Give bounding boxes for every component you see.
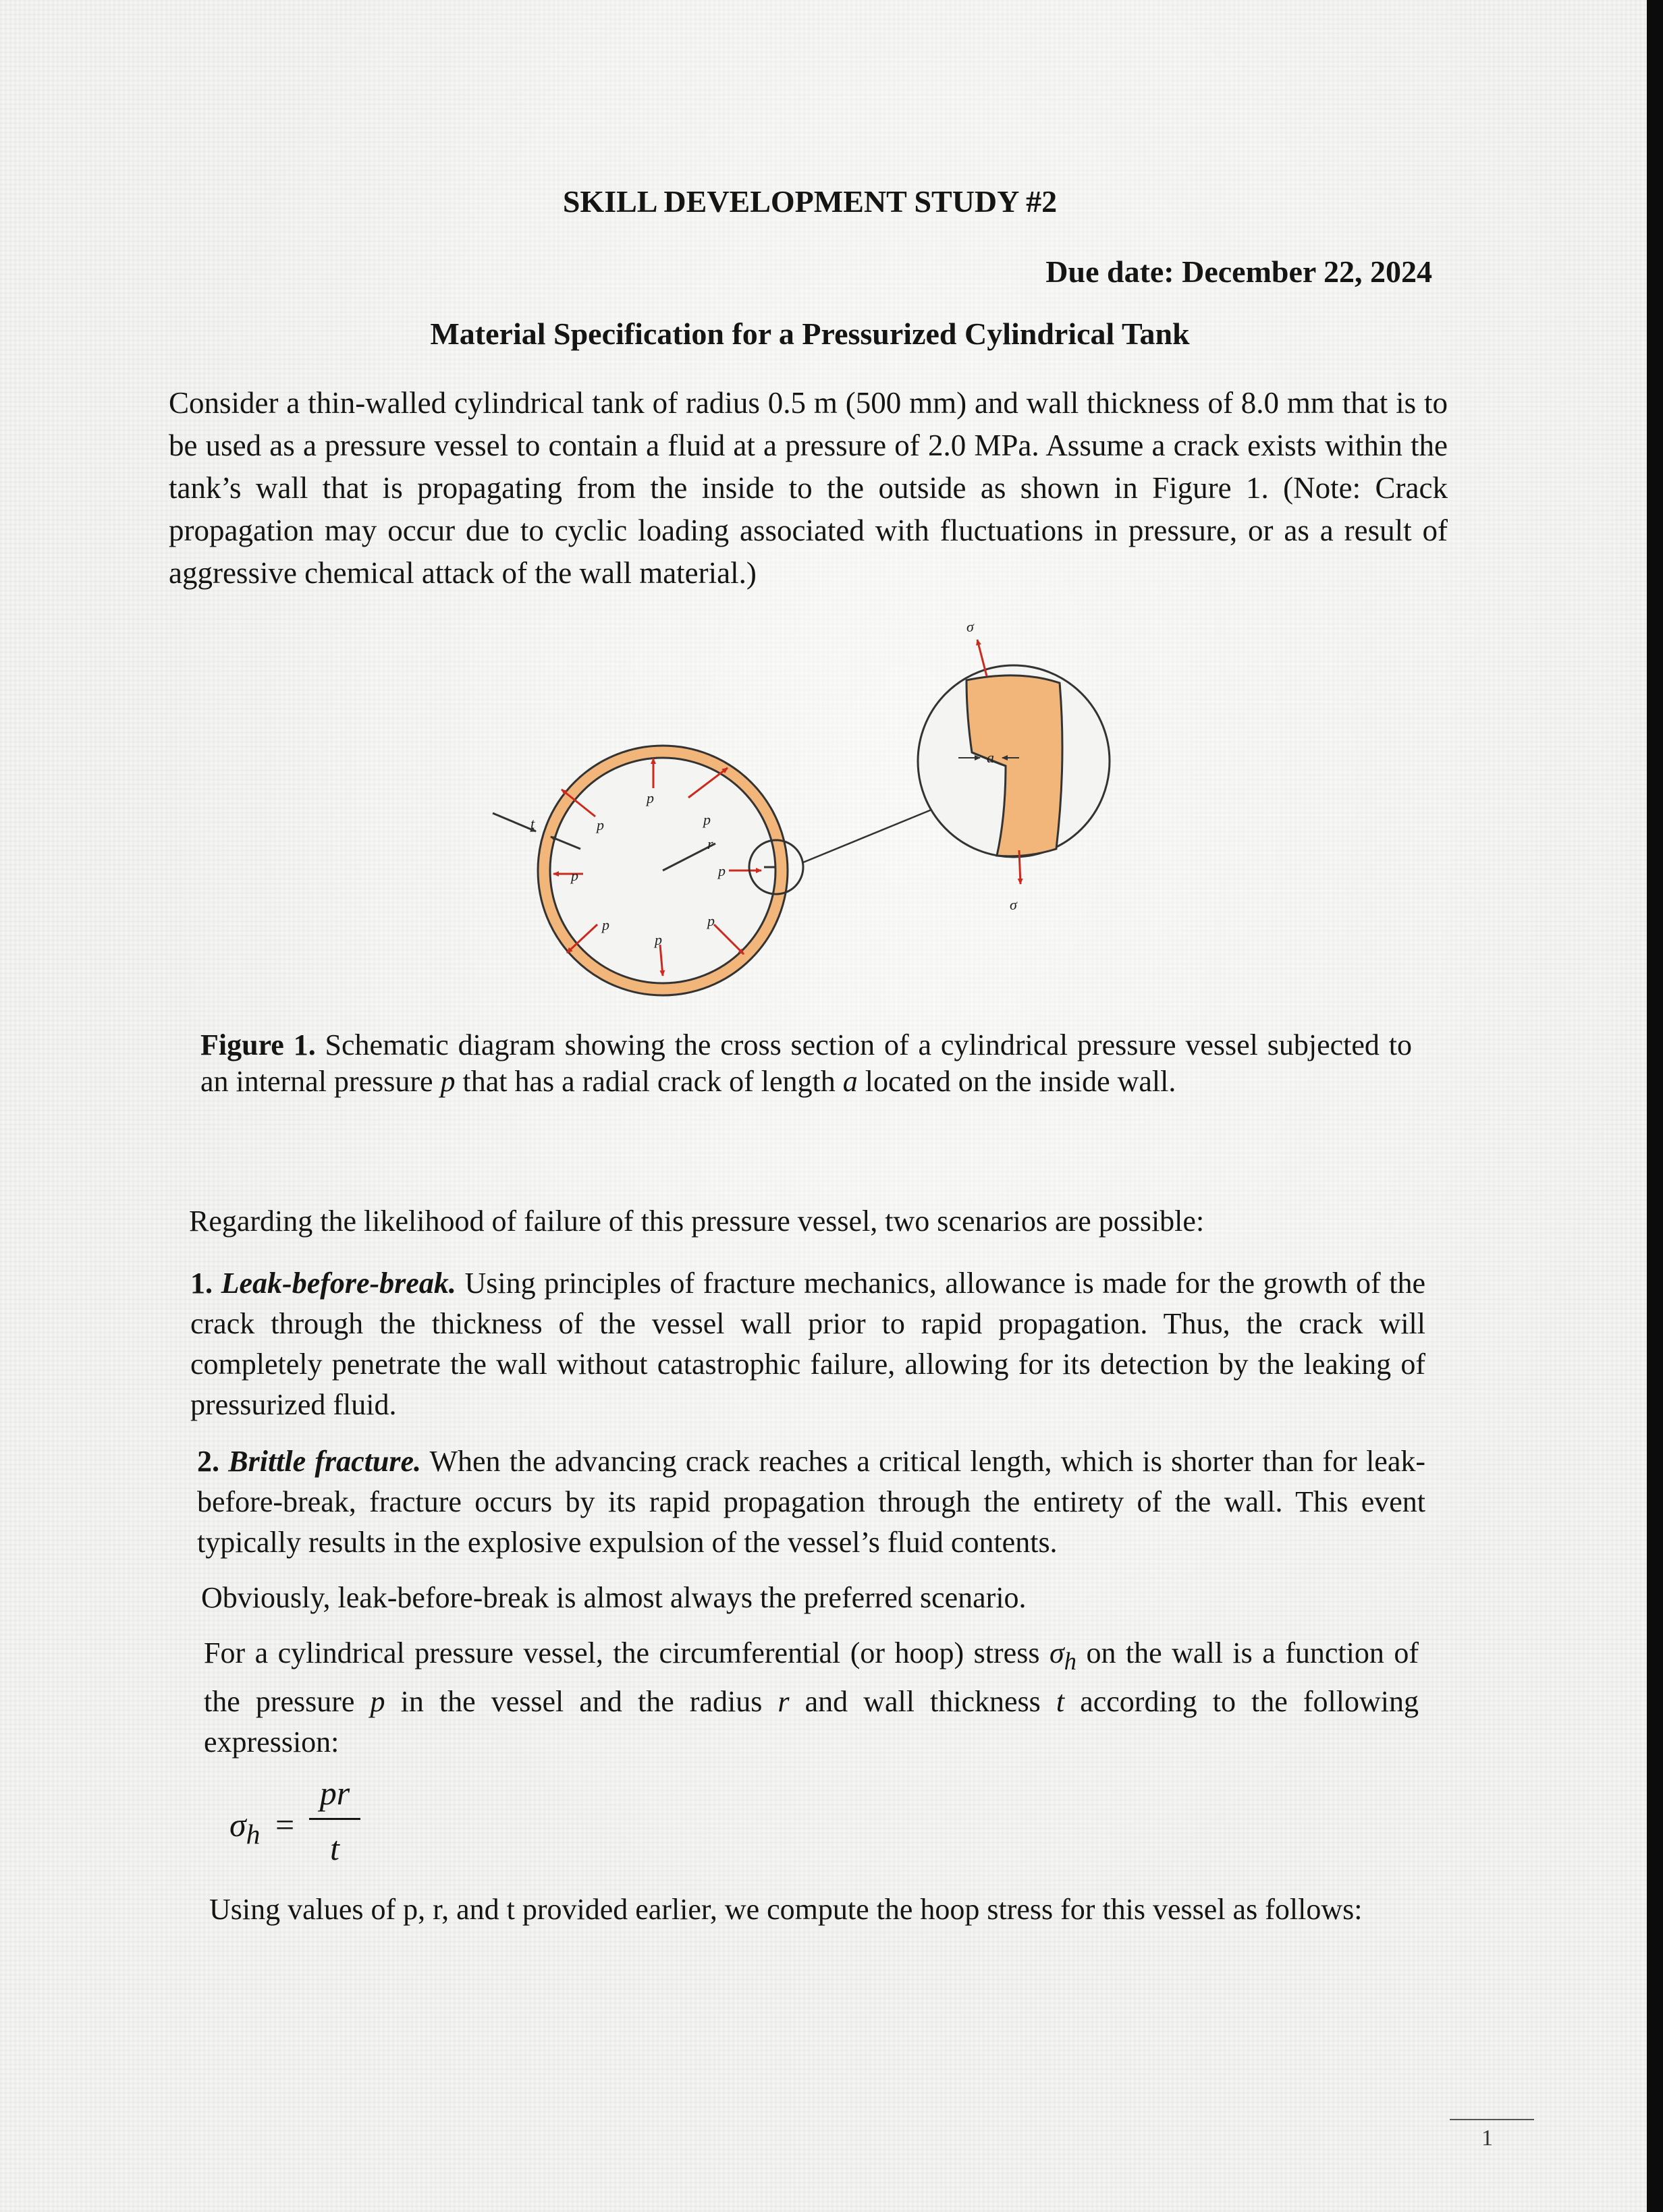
page-number-rule — [1450, 2119, 1534, 2120]
formula-lhs — [229, 1805, 261, 1851]
label-p-down: p — [655, 931, 662, 948]
scenario-2-text: When the advancing crack reaches a critical length, which is shorter than for leak-before-break, fracture occurs by its rapid propagation through the entirety of the wall. This event typically results in the explosive expulsion of the vessel’s fluid contents. — [197, 1445, 1426, 1559]
label-t: t — [530, 815, 535, 832]
scenario-1-number: 1. — [190, 1267, 221, 1300]
scenario-1-term: Leak-before-break. — [221, 1267, 456, 1300]
document-title: SKILL DEVELOPMENT STUDY #2 — [562, 184, 1058, 219]
hoop-var-r: r — [778, 1684, 790, 1718]
label-r: r — [707, 835, 713, 852]
caption-text-1: Schematic diagram showing the cross section of a cylindrical pressure vessel subjected to an internal pressure — [200, 1028, 1413, 1098]
scenario-2-term: Brittle fracture. — [228, 1445, 422, 1478]
pressure-vessel-figure — [486, 607, 1147, 1012]
label-p-up: p — [647, 790, 654, 806]
label-p-upleft: p — [597, 817, 604, 833]
hoop-text-2: on the wall is a function of the pressure — [204, 1636, 1419, 1718]
intro-paragraph: Consider a thin-walled cylindrical tank of radius 0.5 m (500 mm) and wall thickness of 8.0 mm that is to be used as a pressure vessel to contain a fluid at a pressure of 2.0 MPa. Assume a crack exists within the tank’s wall that is propagating from the inside to the outside as shown in Figure 1. (Note: Crack propagation may occur due to cyclic loading associated with fluctuations in pressure, or as a result of aggressive chemical attack of the wall material.) — [169, 386, 1448, 590]
label-sigma-bottom: σ — [1010, 896, 1017, 913]
formula-sigma: σ — [229, 1806, 246, 1844]
caption-text-3: located on the inside wall. — [857, 1065, 1176, 1098]
thickness-arrow-outer — [493, 813, 536, 831]
preferred-scenario-note: Obviously, leak-before-break is almost always the preferred scenario. — [201, 1581, 1027, 1614]
scenario-2-number: 2. — [197, 1445, 229, 1478]
label-p-downright: p — [707, 912, 715, 929]
label-a: a — [987, 749, 994, 766]
hoop-text-5: according to the following expression: — [204, 1684, 1419, 1759]
formula-sigma-sub: h — [246, 1819, 261, 1850]
due-date: Due date: December 22, 2024 — [1045, 254, 1432, 289]
screen-edge — [1647, 0, 1663, 2212]
caption-var-a: a — [842, 1065, 858, 1098]
computation-intro: Using values of p, r, and t provided earlier, we compute the hoop stress for this vessel as follows: — [209, 1893, 1363, 1926]
formula-equals: = — [275, 1806, 295, 1844]
scenarios-intro: Regarding the likelihood of failure of this pressure vessel, two scenarios are possible: — [189, 1205, 1205, 1238]
caption-text-2: that has a radial crack of length — [455, 1065, 843, 1098]
caption-var-p: p — [440, 1065, 456, 1098]
hoop-text-1: For a cylindrical pressure vessel, the circumferential (or hoop) stress — [204, 1636, 1049, 1669]
label-p-upright: p — [703, 811, 711, 828]
figure-caption — [200, 1027, 1412, 1100]
stress-arrow-bottom — [1019, 850, 1020, 884]
hoop-stress-formula — [223, 1768, 378, 1869]
hoop-text-3: in the vessel and the radius — [385, 1684, 778, 1718]
label-sigma-top: σ — [966, 618, 974, 635]
scenario-1-text: Using principles of fracture mechanics, allowance is made for the growth of the crack through the thickness of the vessel wall prior to rapid propagation. Thus, the crack will completely penetrate the wall without catastrophic failure, allowing for its detection by the leaking of pressurized fluid. — [190, 1267, 1425, 1421]
document-subtitle: Material Specification for a Pressurized Cylindrical Tank — [430, 316, 1190, 351]
hoop-var-t: t — [1056, 1684, 1065, 1718]
hoop-sigma-sub: h — [1064, 1647, 1076, 1675]
magnify-connector — [803, 810, 931, 862]
scenario-brittle-fracture — [197, 1441, 1425, 1563]
hoop-sigma: σ — [1049, 1636, 1064, 1669]
formula-denominator: t — [330, 1829, 339, 1867]
formula-numerator: pr — [319, 1774, 350, 1812]
label-p-left: p — [571, 867, 578, 884]
figure-caption-label: Figure 1. — [200, 1028, 316, 1061]
formula-fraction-bar — [309, 1818, 360, 1820]
label-p-downleft: p — [602, 916, 609, 933]
hoop-var-p: p — [370, 1684, 385, 1718]
hoop-stress-paragraph — [204, 1633, 1419, 1763]
scenario-leak-before-break — [190, 1263, 1425, 1425]
page-number: 1 — [1481, 2126, 1493, 2151]
hoop-text-4: and wall thickness — [789, 1684, 1056, 1718]
label-p-right: p — [718, 862, 726, 879]
